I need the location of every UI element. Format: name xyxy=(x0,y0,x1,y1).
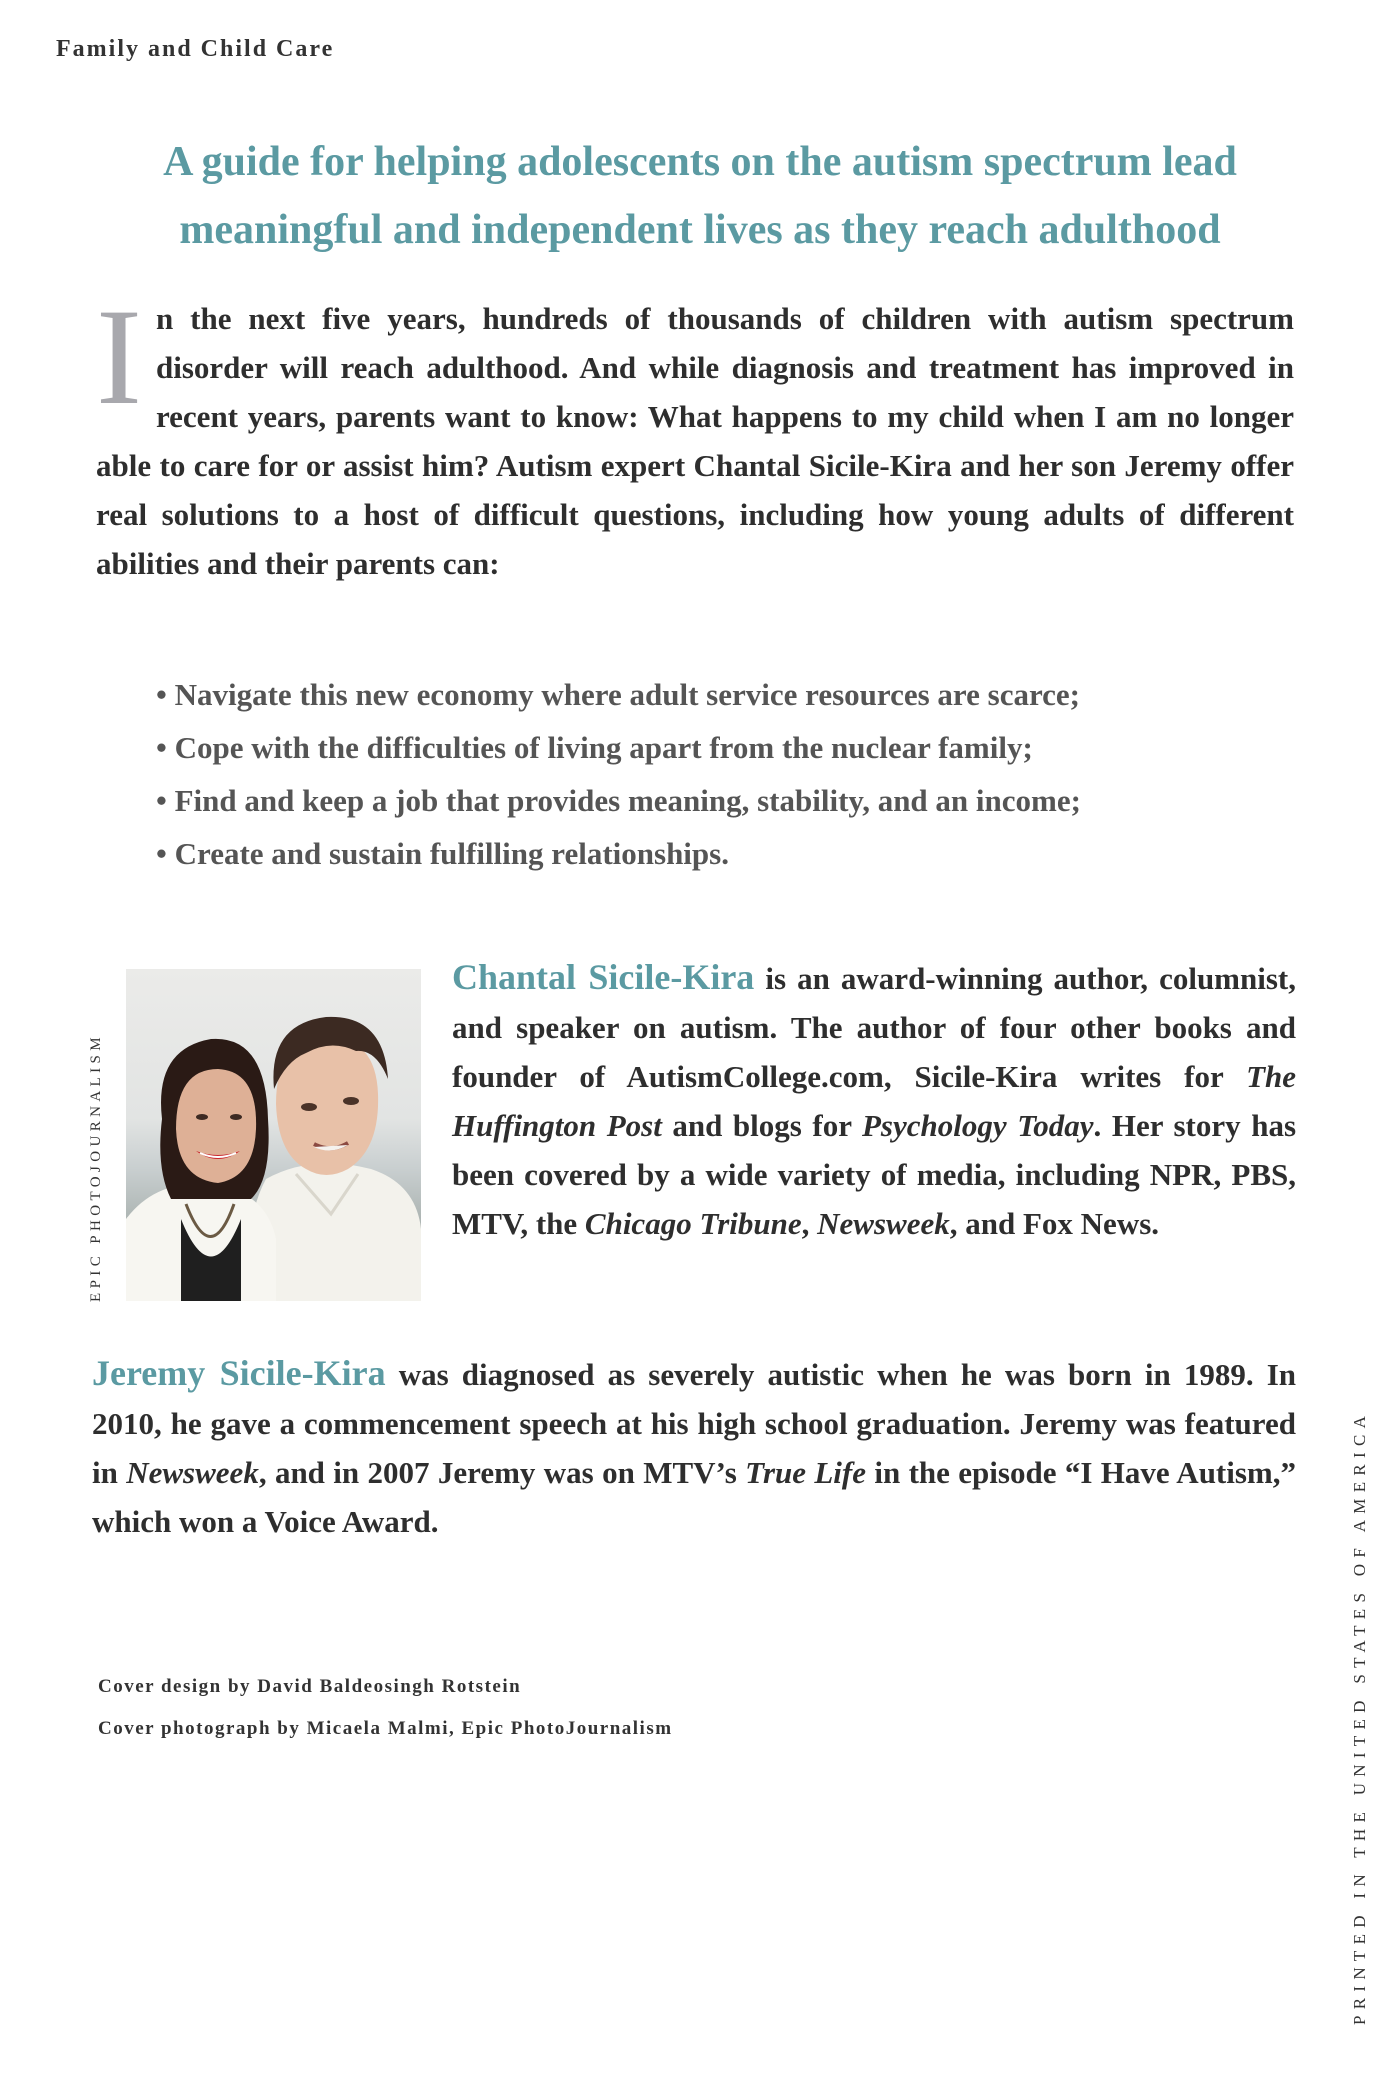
publication-title: Newsweek xyxy=(126,1455,259,1490)
author-photo xyxy=(126,969,421,1301)
bio-text: , and in 2007 Jeremy was on MTV’s xyxy=(258,1455,746,1490)
list-item: • Cope with the difficulties of living apart from the nuclear family; xyxy=(156,721,1306,774)
bio-text: was diagnosed as severely autistic when he was born in 1989. In 2010, he gave a commencement speech at his high school graduation. Jeremy was featured in xyxy=(92,1357,1296,1490)
bullet-list xyxy=(156,668,1306,880)
design-credit: Cover design by David Baldeosingh Rotstein xyxy=(98,1676,522,1697)
publication-title: True Life xyxy=(745,1455,867,1490)
bio-text: , and Fox News. xyxy=(949,1206,1160,1241)
list-item: • Create and sustain fulfilling relationships. xyxy=(156,827,1306,880)
photo-credit-vertical: EPIC PHOTOJOURNALISM xyxy=(88,1033,104,1302)
bio-separator: , xyxy=(801,1206,818,1241)
bio-text: in the episode “I Have Autism,” which won a Voice Award. xyxy=(92,1455,1297,1539)
list-item: • Find and keep a job that provides meaning, stability, and an income; xyxy=(156,774,1306,827)
headline: A guide for helping adolescents on the autism spectrum lead meaningful and independent lives as they reach adulthood xyxy=(163,139,1237,253)
bio-chantal xyxy=(452,953,1296,1248)
intro-text: n the next five years, hundreds of thousands of children with autism spectrum disorder will reach adulthood. And while diagnosis and treatment has improved in recent years, parents want to know: What happens to my child when I am no longer able to care for or assist him? Autism expert Chantal Sicile-Kira and her son Jeremy offer real solutions to a host of difficult questions, including how young adults of different abilities and their parents can: xyxy=(96,301,1294,581)
author-name-chantal: Chantal Sicile-Kira xyxy=(452,957,755,997)
bio-text: is an award-winning author, columnist, and speaker on autism. The author of four other books and founder of AutismCollege.com, Sicile-Kira writes for xyxy=(452,961,1296,1094)
cover-credits xyxy=(98,1666,673,1750)
publication-title: The Huffington Post xyxy=(452,1059,1296,1143)
bio-text: . Her story has been covered by a wide variety of media, including NPR, PBS, MTV, the xyxy=(452,1108,1297,1241)
publication-title: Chicago Tribune xyxy=(584,1206,802,1241)
publication-title: Newsweek xyxy=(817,1206,950,1241)
bio-text: and blogs for xyxy=(661,1108,862,1143)
photo-credit: Cover photograph by Micaela Malmi, Epic PhotoJournalism xyxy=(98,1718,673,1739)
printed-in-usa-vertical: PRINTED IN THE UNITED STATES OF AMERICA xyxy=(1350,1409,1369,2025)
publication-title: Psychology Today xyxy=(862,1108,1094,1143)
drop-cap: I xyxy=(96,280,142,433)
author-name-jeremy: Jeremy Sicile-Kira xyxy=(92,1353,386,1393)
category-label: Family and Child Care xyxy=(56,36,335,62)
intro-paragraph xyxy=(96,280,1294,588)
bio-jeremy xyxy=(92,1349,1296,1546)
list-item: • Navigate this new economy where adult service resources are scarce; xyxy=(156,668,1306,721)
